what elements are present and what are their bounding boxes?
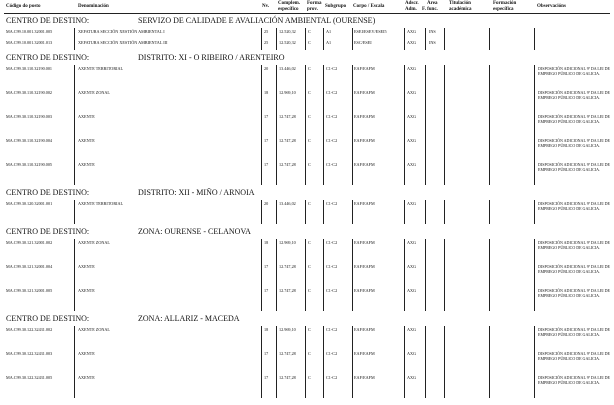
row-nivel: 18 (264, 240, 269, 245)
section-value: DISTRITO: XII - MIÑO / ARNOIA (138, 188, 255, 197)
column-rule (352, 65, 353, 185)
row-forma: C (308, 40, 311, 45)
column-rule (425, 326, 426, 398)
column-rule (404, 65, 405, 185)
column-rule (489, 28, 490, 50)
row-corpo: EAF/EAFM (354, 66, 375, 71)
row-corpo: EAF/EAFM (354, 351, 375, 356)
row-adscr: AXG (407, 240, 417, 245)
row-corpo: EAF/EAFM (354, 240, 375, 245)
row-area: INS (429, 40, 436, 45)
row-adscr: AXG (407, 288, 417, 293)
row-code: MA.C99.30.120.32001.001 (6, 201, 53, 206)
row-forma: C (308, 201, 311, 206)
column-rule (305, 239, 306, 311)
header-codigo: Código do posto (6, 4, 41, 9)
row-nivel: 18 (264, 327, 269, 332)
header-forma-2: prov. (307, 7, 318, 12)
column-rule (489, 326, 490, 398)
row-subgrupo: A1 (326, 29, 332, 34)
header-titulacion: Titulación (449, 1, 471, 6)
column-rule (489, 200, 490, 224)
column-rule (305, 28, 306, 50)
row-subgrupo: C1-C2 (326, 201, 338, 206)
row-forma: C (308, 240, 311, 245)
row-forma: C (308, 162, 311, 167)
row-subgrupo: C1-C2 (326, 162, 338, 167)
row-observacions: DISPOSICIÓN ADICIONAL 9ª DA LEI DE EMPREGO PÚBLICO DE GALICIA. (538, 240, 610, 250)
row-complemento: 12.747,28 (279, 162, 296, 167)
row-forma: C (308, 66, 311, 71)
section-value: ZONA: OURENSE - CELANOVA (138, 227, 251, 236)
row-nivel: 17 (264, 375, 269, 380)
header-titulacion-2: académica (449, 7, 472, 12)
header-adscr-2: Adm. (405, 7, 417, 12)
row-subgrupo: C1-C2 (326, 264, 338, 269)
row-complemento: 12.969,10 (279, 327, 296, 332)
row-corpo: EAF/EAFM (354, 90, 375, 95)
row-nivel: 20 (264, 66, 269, 71)
row-observacions: DISPOSICIÓN ADICIONAL 9ª DA LEI DE EMPREGO PÚBLICO DE GALICIA. (538, 162, 610, 172)
row-nivel: 25 (264, 40, 269, 45)
section-label: CENTRO DE DESTINO: (6, 188, 90, 197)
row-observacions: DISPOSICIÓN ADICIONAL 9ª DA LEI DE EMPREGO PÚBLICO DE GALICIA. (538, 201, 610, 211)
column-rule (352, 200, 353, 224)
column-rule (323, 28, 324, 50)
column-rule (444, 65, 445, 185)
column-rule (444, 239, 445, 311)
column-rule (534, 28, 535, 50)
column-rule (534, 200, 535, 224)
row-subgrupo: C1-C2 (326, 288, 338, 293)
row-observacions: DISPOSICIÓN ADICIONAL 9ª DA LEI DE EMPREGO PÚBLICO DE GALICIA. (538, 138, 610, 148)
column-rule (305, 326, 306, 398)
section-value: DISTRITO: XI - O RIBEIRO / ARENTEIRO (138, 53, 285, 62)
row-observacions: DISPOSICIÓN ADICIONAL 9ª DA LEI DE EMPREGO PÚBLICO DE GALICIA. (538, 351, 610, 361)
row-forma: C (308, 90, 311, 95)
row-subgrupo: C1-C2 (326, 351, 338, 356)
row-corpo: EAF/EAFM (354, 327, 375, 332)
column-rule (444, 326, 445, 398)
row-observacions: DISPOSICIÓN ADICIONAL 9ª DA LEI DE EMPREGO PÚBLICO DE GALICIA. (538, 66, 610, 76)
column-rule (404, 326, 405, 398)
column-rule (444, 28, 445, 50)
row-adscr: AXG (407, 66, 417, 71)
row-complemento: 12.747,28 (279, 114, 296, 119)
column-rule (74, 200, 75, 224)
row-adscr: AXG (407, 201, 417, 206)
header-formacion-2: específica (493, 7, 514, 12)
column-rule (489, 239, 490, 311)
column-rule (276, 28, 277, 50)
column-rule (404, 239, 405, 311)
row-observacions: DISPOSICIÓN ADICIONAL 9ª DA LEI DE EMPREGO PÚBLICO DE GALICIA. (538, 327, 610, 337)
row-denominacion: XEFATURA SECCIÓN XESTIÓN AMBIENTAL III (78, 40, 168, 45)
row-code: MA.C99.30.122.32431.002 (6, 327, 53, 332)
column-rule (323, 200, 324, 224)
row-nivel: 17 (264, 351, 269, 356)
row-denominacion: AXENTE ZONAL (78, 240, 110, 245)
row-subgrupo: C1-C2 (326, 114, 338, 119)
row-adscr: AXG (407, 29, 417, 34)
row-corpo: ESC/ESEI (354, 40, 372, 45)
row-denominacion: XEFATURA SECCIÓN XESTIÓN AMBIENTAL I (78, 29, 165, 34)
row-complemento: 12.747,28 (279, 288, 296, 293)
row-nivel: 17 (264, 264, 269, 269)
row-denominacion: AXENTE (78, 162, 95, 167)
row-complemento: 12.747,28 (279, 138, 296, 143)
column-rule (323, 239, 324, 311)
row-corpo: EAF/EAFM (354, 375, 375, 380)
column-rule (425, 65, 426, 185)
header-observacions: Observacións (537, 4, 566, 9)
section-label: CENTRO DE DESTINO: (6, 53, 90, 62)
row-code: MA.C99.10.001.32001.013 (6, 40, 53, 45)
row-complemento: 12.969,10 (279, 90, 296, 95)
row-nivel: 17 (264, 162, 269, 167)
header-adscr: Adscr. (405, 1, 419, 6)
row-code: MA.C99.30.110.32190.004 (6, 138, 53, 143)
column-rule (305, 65, 306, 185)
row-adscr: AXG (407, 162, 417, 167)
row-forma: C (308, 351, 311, 356)
row-denominacion: AXENTE ZONAL (78, 327, 110, 332)
row-complemento: 12.520,32 (279, 40, 296, 45)
row-denominacion: AXENTE (78, 138, 95, 143)
column-rule (261, 326, 262, 398)
row-forma: C (308, 375, 311, 380)
header-corpo: Corpo / Escala (353, 4, 385, 9)
column-rule (276, 65, 277, 185)
row-nivel: 17 (264, 114, 269, 119)
section-label: CENTRO DE DESTINO: (6, 227, 90, 236)
row-observacions: DISPOSICIÓN ADICIONAL 9ª DA LEI DE EMPREGO PÚBLICO DE GALICIA. (538, 264, 610, 274)
row-code: MA.C99.30.110.32190.003 (6, 114, 53, 119)
header-divider (4, 13, 610, 14)
row-subgrupo: C1-C2 (326, 90, 338, 95)
column-rule (352, 326, 353, 398)
section-value: SERVIZO DE CALIDADE E AVALIACIÓN AMBIENTAL (OURENSE) (138, 16, 376, 25)
row-subgrupo: C1-C2 (326, 375, 338, 380)
column-rule (404, 28, 405, 50)
header-area-2: F. func. (422, 7, 438, 12)
row-subgrupo: C1-C2 (326, 66, 338, 71)
row-code: MA.C99.30.121.32001.005 (6, 288, 53, 293)
row-denominacion: AXENTE ZONAL (78, 90, 110, 95)
header-nivel: Nv. (262, 4, 270, 9)
column-rule (323, 65, 324, 185)
row-forma: C (308, 114, 311, 119)
row-code: MA.C99.30.122.32431.005 (6, 375, 53, 380)
column-rule (425, 200, 426, 224)
column-rule (276, 326, 277, 398)
column-rule (404, 200, 405, 224)
row-adscr: AXG (407, 114, 417, 119)
column-rule (489, 65, 490, 185)
row-nivel: 25 (264, 29, 269, 34)
row-complemento: 12.969,10 (279, 240, 296, 245)
row-denominacion: AXENTE (78, 351, 95, 356)
row-denominacion: AXENTE TERRITORIAL (78, 66, 124, 71)
header-forma: Forma (307, 1, 322, 6)
row-adscr: AXG (407, 138, 417, 143)
row-complemento: 12.747,28 (279, 351, 296, 356)
row-code: MA.C99.30.121.32001.002 (6, 240, 53, 245)
row-forma: C (308, 29, 311, 34)
row-adscr: AXG (407, 327, 417, 332)
header-subgrupo: Subgrupo (325, 4, 347, 9)
column-rule (534, 65, 535, 185)
row-forma: C (308, 327, 311, 332)
row-complemento: 12.520,32 (279, 29, 296, 34)
row-code: MA.C99.30.121.32001.004 (6, 264, 53, 269)
header-formacion: Formación (493, 1, 517, 6)
row-subgrupo: C1-C2 (326, 327, 338, 332)
row-corpo: ESEI/ESEV/ESEI5 (354, 29, 387, 34)
column-rule (534, 326, 535, 398)
row-adscr: AXG (407, 90, 417, 95)
row-observacions: DISPOSICIÓN ADICIONAL 9ª DA LEI DE EMPREGO PÚBLICO DE GALICIA. (538, 375, 610, 385)
column-rule (425, 28, 426, 50)
column-rule (74, 326, 75, 398)
row-denominacion: AXENTE (78, 114, 95, 119)
column-rule (261, 239, 262, 311)
row-corpo: EAF/EAFM (354, 114, 375, 119)
row-adscr: AXG (407, 40, 417, 45)
row-nivel: 17 (264, 288, 269, 293)
column-rule (74, 28, 75, 50)
column-rule (534, 239, 535, 311)
row-observacions: DISPOSICIÓN ADICIONAL 9ª DA LEI DE EMPREGO PÚBLICO DE GALICIA. (538, 288, 610, 298)
row-observacions: DISPOSICIÓN ADICIONAL 9ª DA LEI DE EMPREGO PÚBLICO DE GALICIA. (538, 90, 610, 100)
row-subgrupo: A1 (326, 40, 332, 45)
row-code: MA.C99.30.110.32190.005 (6, 162, 53, 167)
column-rule (352, 239, 353, 311)
row-observacions: DISPOSICIÓN ADICIONAL 9ª DA LEI DE EMPREGO PÚBLICO DE GALICIA. (538, 114, 610, 124)
header-denominacion: Denominación (78, 4, 109, 9)
column-rule (352, 28, 353, 50)
row-denominacion: AXENTE (78, 264, 95, 269)
column-rule (305, 200, 306, 224)
row-adscr: AXG (407, 375, 417, 380)
row-forma: C (308, 288, 311, 293)
row-corpo: EAF/EAFM (354, 162, 375, 167)
row-corpo: EAF/EAFM (354, 264, 375, 269)
row-nivel: 18 (264, 90, 269, 95)
column-rule (74, 65, 75, 185)
row-forma: C (308, 138, 311, 143)
row-code: MA.C99.30.110.32190.001 (6, 66, 53, 71)
row-area: INS (429, 29, 436, 34)
row-subgrupo: C1-C2 (326, 138, 338, 143)
column-rule (276, 200, 277, 224)
column-rule (323, 326, 324, 398)
row-nivel: 20 (264, 201, 269, 206)
row-denominacion: AXENTE (78, 375, 95, 380)
section-value: ZONA: ALLARIZ - MACEDA (138, 314, 240, 323)
row-adscr: AXG (407, 351, 417, 356)
column-rule (261, 28, 262, 50)
column-rule (74, 239, 75, 311)
row-code: MA.C99.10.001.32001.005 (6, 29, 53, 34)
row-subgrupo: C1-C2 (326, 240, 338, 245)
row-denominacion: AXENTE TERRITORIAL (78, 201, 124, 206)
column-rule (444, 200, 445, 224)
column-rule (261, 200, 262, 224)
column-rule (261, 65, 262, 185)
header-area: Área (427, 1, 438, 6)
row-nivel: 17 (264, 138, 269, 143)
column-rule (276, 239, 277, 311)
row-code: MA.C99.30.110.32190.002 (6, 90, 53, 95)
row-complemento: 12.747,28 (279, 264, 296, 269)
header-complemento-2: específico (278, 7, 299, 12)
column-rule (425, 239, 426, 311)
row-denominacion: AXENTE (78, 288, 95, 293)
row-complemento: 12.747,28 (279, 375, 296, 380)
row-corpo: EAF/EAFM (354, 288, 375, 293)
row-code: MA.C99.30.122.32431.003 (6, 351, 53, 356)
row-complemento: 13.446,02 (279, 201, 296, 206)
row-forma: C (308, 264, 311, 269)
section-label: CENTRO DE DESTINO: (6, 16, 90, 25)
section-label: CENTRO DE DESTINO: (6, 314, 90, 323)
row-corpo: EAF/EAFM (354, 138, 375, 143)
row-adscr: AXG (407, 264, 417, 269)
row-corpo: EAF/EAFM (354, 201, 375, 206)
header-complemento: Complem. (278, 1, 301, 6)
row-complemento: 13.446,02 (279, 66, 296, 71)
